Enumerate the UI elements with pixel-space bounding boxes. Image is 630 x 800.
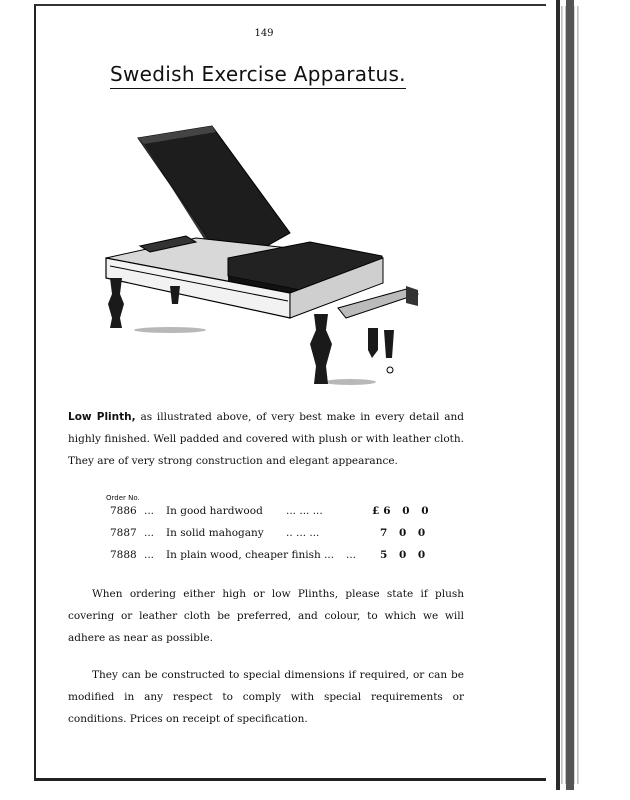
order-number: 7888 <box>110 549 137 561</box>
intro-paragraph <box>68 406 464 472</box>
order-fill-dots: .. ... ... <box>286 527 320 539</box>
order-row <box>110 527 430 547</box>
order-lead-dots: ... <box>144 505 155 517</box>
order-header: Order No. <box>106 494 140 502</box>
order-price: 5 0 0 <box>380 549 430 561</box>
plinth-illustration <box>100 118 430 393</box>
order-description: In good hardwood <box>166 505 263 517</box>
ordering-note: When ordering either high or low Plinths, please state if plush covering or leather cloth be preferred, and colour, to which we will adhere as near as possible. <box>68 588 464 644</box>
order-row <box>110 549 430 569</box>
page-title: Swedish Exercise Apparatus. <box>110 62 406 89</box>
order-price: £6 0 0 <box>372 505 433 517</box>
order-price: 7 0 0 <box>380 527 430 539</box>
order-lead-dots: ... <box>144 549 155 561</box>
book-edge <box>556 0 560 790</box>
page-number: 149 <box>254 28 274 39</box>
order-lead-dots: ... <box>144 527 155 539</box>
order-fill-dots: ... ... ... <box>286 505 323 517</box>
intro-text: as illustrated above, of very best make in every detail and highly finished. Well padded and covered with plush or with leather cloth. They are of very strong construction and elegant appearance. <box>68 411 464 467</box>
intro-lead: Low Plinth, <box>68 411 136 423</box>
order-number: 7886 <box>110 505 137 517</box>
order-fill-dots: ... <box>346 549 357 561</box>
order-row <box>110 505 433 525</box>
book-edge-outer <box>566 0 574 790</box>
order-description: In plain wood, cheaper finish ... <box>166 549 335 561</box>
order-description: In solid mahogany <box>166 527 264 539</box>
special-dimensions-note: They can be constructed to special dimensions if required, or can be modified in any respect to comply with special requirements or conditions. Prices on receipt of specification. <box>68 669 464 725</box>
order-number: 7887 <box>110 527 137 539</box>
